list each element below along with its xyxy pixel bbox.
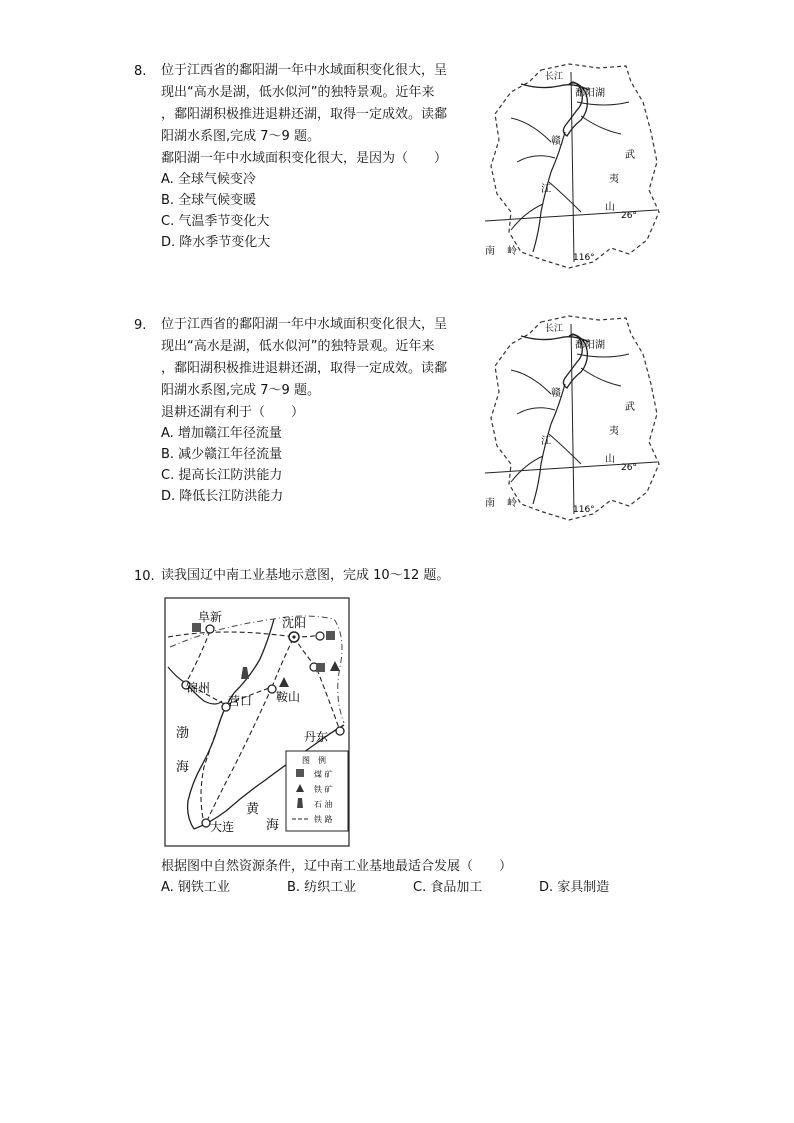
stem-line: ，鄱阳湖积极推进退耕还湖，取得一定成效。读鄱 — [161, 361, 448, 376]
tributary — [517, 408, 555, 414]
tributary — [517, 156, 555, 162]
label-shenyang: 沈阳 — [282, 616, 307, 630]
city-dandong-marker — [336, 727, 344, 735]
liaoning-map — [164, 597, 350, 847]
city-marker — [316, 632, 324, 640]
tributary — [581, 368, 621, 386]
options-row — [161, 877, 681, 899]
question-prompt: 鄱阳湖一年中水域面积变化很大，是因为（ ） — [161, 151, 448, 166]
label-yi: 夷 — [609, 426, 619, 437]
tributary — [511, 370, 551, 394]
label-lake: 鄱阳湖 — [575, 340, 605, 351]
legend-title: 图 例 — [302, 756, 326, 765]
city-dalian-marker — [202, 819, 210, 827]
question-number: 9. — [134, 318, 147, 333]
label-changjiang: 长江 — [545, 324, 564, 334]
label-fuxin: 阜新 — [198, 610, 223, 624]
question-prompt: 根据图中自然资源条件，辽中南工业基地最适合发展（ ） — [161, 859, 513, 874]
option-d[interactable]: D. 降水季节变化大 — [161, 235, 271, 250]
question-stem — [161, 314, 481, 507]
label-wu: 武 — [625, 402, 635, 413]
label-shan: 山 — [605, 202, 615, 213]
option-a[interactable]: A. 增加赣江年径流量 — [161, 426, 282, 441]
tributary — [511, 456, 543, 482]
label-bohai-1: 渤 — [176, 726, 190, 741]
label-changjiang: 长江 — [545, 72, 564, 82]
map-legend — [286, 751, 348, 831]
label-anshan: 鞍山 — [276, 690, 301, 704]
label-yingkou: 营口 — [228, 694, 253, 708]
city-fuxin-marker — [206, 625, 214, 633]
label-lake: 鄱阳湖 — [575, 88, 605, 99]
option-b[interactable]: B. 纺织工业 — [287, 880, 357, 895]
stem-line: 现出“高水是湖，低水似河”的独特景观。近年来 — [161, 85, 435, 100]
label-lat: 26° — [621, 211, 637, 221]
stem-line: 阳湖水系图,完成 7～9 题。 — [161, 129, 320, 144]
label-wu: 武 — [625, 150, 635, 161]
label-jiang: 江 — [541, 436, 551, 447]
option-c[interactable]: C. 食品加工 — [413, 880, 483, 895]
label-yi: 夷 — [609, 174, 619, 185]
option-d[interactable]: D. 家具制造 — [539, 880, 610, 895]
capital-dot — [292, 635, 295, 638]
tributary — [511, 204, 543, 230]
question-stem — [161, 60, 481, 253]
label-dalian: 大连 — [210, 820, 235, 834]
option-c[interactable]: C. 提高长江防洪能力 — [161, 468, 283, 483]
tributary — [549, 182, 581, 212]
stem-line: 位于江西省的鄱阳湖一年中水域面积变化很大，呈 — [161, 317, 448, 332]
label-lon: 116° — [573, 505, 595, 515]
label-ling: 岭 — [507, 246, 517, 257]
question-10-body — [161, 856, 681, 899]
coal-mine-icon — [192, 623, 201, 632]
option-b[interactable]: B. 全球气候变暖 — [161, 193, 257, 208]
question-prompt: 退耕还湖有利于（ ） — [161, 405, 305, 420]
label-shan: 山 — [605, 454, 615, 465]
tributary — [577, 354, 629, 357]
poyang-map — [481, 314, 661, 524]
legend-coal: 煤 矿 — [314, 770, 333, 779]
label-bohai-2: 海 — [176, 760, 190, 775]
city-anshan-marker — [268, 685, 276, 693]
option-d[interactable]: D. 降低长江防洪能力 — [161, 489, 284, 504]
option-a[interactable]: A. 钢铁工业 — [161, 880, 230, 895]
legend-rail: 铁 路 — [314, 815, 333, 824]
legend-iron: 铁 矿 — [314, 785, 333, 794]
tributary — [577, 102, 629, 105]
oil-field-icon — [297, 798, 303, 808]
stem-line: ，鄱阳湖积极推进退耕还湖，取得一定成效。读鄱 — [161, 107, 448, 122]
label-gan: 赣 — [551, 388, 561, 399]
option-c[interactable]: C. 气温季节变化大 — [161, 214, 270, 229]
label-nan: 南 — [485, 498, 495, 509]
legend-oil: 石 油 — [314, 800, 333, 809]
option-b[interactable]: B. 减少赣江年径流量 — [161, 447, 283, 462]
stem-line: 位于江西省的鄱阳湖一年中水域面积变化很大，呈 — [161, 63, 448, 78]
label-ling: 岭 — [507, 498, 517, 509]
longitude-line — [571, 72, 574, 262]
label-huanghai-2: 海 — [266, 818, 280, 833]
longitude-line — [571, 324, 574, 514]
label-lon: 116° — [573, 253, 595, 263]
coal-mine-icon — [326, 631, 335, 640]
question-number: 10. — [134, 569, 155, 584]
label-lat: 26° — [621, 463, 637, 473]
tributary — [549, 434, 581, 464]
question-stem: 读我国辽中南工业基地示意图，完成 10～12 题。 — [161, 568, 450, 583]
question-number: 8. — [134, 64, 147, 79]
poyang-map — [481, 62, 661, 272]
tributary — [581, 116, 621, 134]
option-a[interactable]: A. 全球气候变冷 — [161, 172, 256, 187]
label-jiang: 江 — [541, 184, 551, 195]
label-dandong: 丹东 — [304, 730, 329, 744]
label-huanghai-1: 黄 — [246, 802, 260, 817]
label-gan: 赣 — [551, 136, 561, 147]
label-nan: 南 — [485, 246, 495, 257]
stem-line: 阳湖水系图,完成 7～9 题。 — [161, 383, 320, 398]
stem-line: 现出“高水是湖，低水似河”的独特景观。近年来 — [161, 339, 435, 354]
coal-mine-icon — [296, 769, 304, 777]
coal-mine-icon — [316, 663, 325, 672]
label-jinzhou: 锦州 — [186, 681, 211, 695]
tributary — [511, 118, 551, 142]
